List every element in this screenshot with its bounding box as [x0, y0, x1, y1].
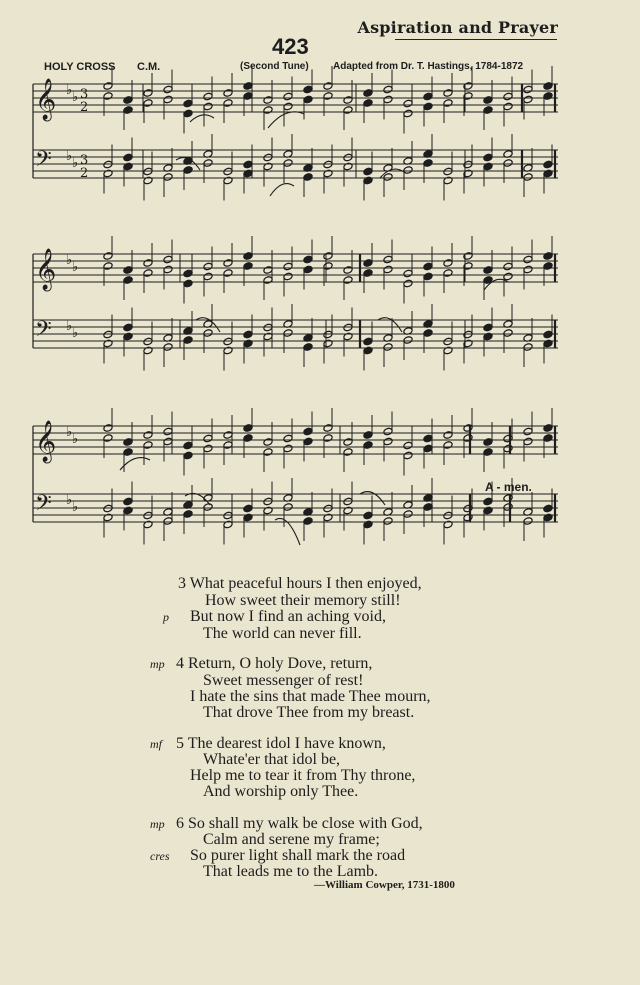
verse-3-line-4: The world can never fill. — [203, 625, 362, 642]
flat-sign: ♭ — [72, 500, 79, 515]
hymn-number: 423 — [272, 34, 309, 59]
verse-4-line-2: Sweet messenger of rest! — [203, 672, 364, 689]
verse-4-line-4: That drove Thee from my breast. — [203, 704, 415, 721]
slur — [268, 112, 304, 128]
flat-sign: ♭ — [66, 425, 73, 440]
verse-4-line-1: 4 Return, O holy Dove, return, — [176, 655, 373, 672]
flat-sign: ♭ — [66, 493, 73, 508]
flat-sign: ♭ — [72, 432, 79, 447]
slur — [190, 115, 214, 122]
author-attribution: —William Cowper, 1731-1800 — [314, 879, 455, 891]
bass-clef: 𝄢 — [35, 147, 52, 177]
section-title: Aspiration and Prayer — [357, 18, 558, 37]
time-signature: 2 — [80, 166, 89, 181]
flat-sign: ♭ — [72, 156, 79, 171]
dynamic-mark: p — [163, 610, 169, 624]
verse-6-line-1: 6 So shall my walk be close with God, — [176, 815, 423, 832]
dynamic-mark: cres — [150, 849, 170, 863]
flat-sign: ♭ — [72, 260, 79, 275]
dynamic-mark: mp — [150, 657, 165, 671]
flat-sign: ♭ — [66, 83, 73, 98]
verse-5-line-3: Help me to tear it from Thy throne, — [190, 767, 416, 784]
second-tune-label: (Second Tune) — [240, 61, 309, 72]
flat-sign: ♭ — [72, 90, 79, 105]
verse-5-line-1: 5 The dearest idol I have known, — [176, 735, 386, 752]
flat-sign: ♭ — [72, 326, 79, 341]
verse-3-line-3: But now I find an aching void, — [190, 608, 386, 625]
flat-sign: ♭ — [66, 149, 73, 164]
amen-lyric: A - men. — [485, 480, 532, 494]
slur — [270, 184, 294, 196]
verse-3-line-1: 3 What peaceful hours I then enjoyed, — [178, 575, 422, 592]
bass-clef: 𝄢 — [35, 317, 52, 347]
time-signature: 3 — [80, 153, 89, 168]
verse-6-line-3: So purer light shall mark the road — [190, 847, 406, 864]
dynamic-mark: mp — [150, 817, 165, 831]
bass-clef: 𝄢 — [35, 491, 52, 521]
tune-meter: C.M. — [137, 61, 161, 73]
verse-4-line-3: I hate the sins that made Thee mourn, — [190, 688, 431, 705]
verse-6-line-4: That leads me to the Lamb. — [203, 863, 379, 880]
verse-5-line-2: Whate'er that idol be, — [203, 751, 341, 768]
verse-5-line-4: And worship only Thee. — [203, 783, 359, 800]
treble-clef: 𝄞 — [35, 79, 57, 120]
dynamic-mark: mf — [150, 737, 162, 751]
verse-6-line-2: Calm and serene my frame; — [203, 831, 380, 848]
composer-credit: Adapted from Dr. T. Hastings, 1784-1872 — [333, 61, 524, 72]
treble-clef: 𝄞 — [35, 421, 57, 462]
flat-sign: ♭ — [66, 319, 73, 334]
verse-3-line-2: How sweet their memory still! — [205, 592, 401, 609]
time-signature: 2 — [80, 100, 89, 115]
flat-sign: ♭ — [66, 253, 73, 268]
time-signature: 3 — [80, 87, 89, 102]
treble-clef: 𝄞 — [35, 249, 57, 290]
tune-name: HOLY CROSS — [44, 61, 116, 73]
